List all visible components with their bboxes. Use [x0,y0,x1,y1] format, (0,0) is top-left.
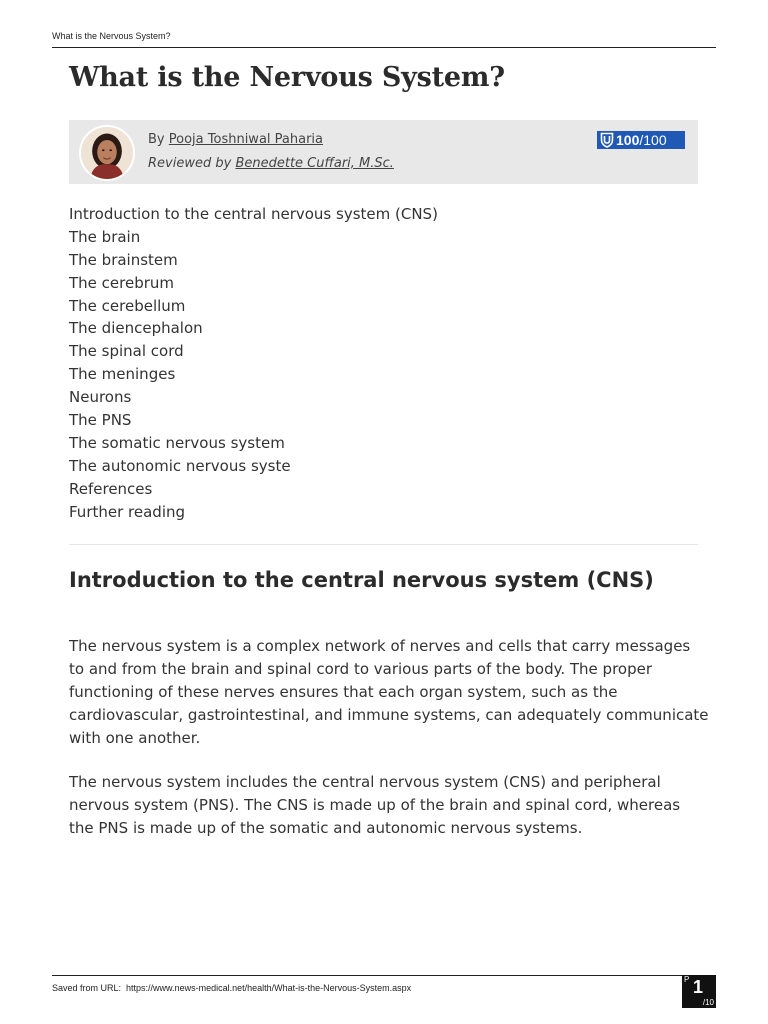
print-header-divider [52,47,716,48]
toc-item-cerebrum[interactable]: The cerebrum [69,273,175,292]
table-of-contents [69,203,438,523]
toc-item-pns[interactable]: The PNS [69,411,132,430]
reviewer-line [148,156,394,171]
byline-box [69,120,698,184]
toc-item-meninges[interactable]: The meninges [69,365,176,384]
score-total: /100 [639,132,667,148]
paragraph: The nervous system includes the central nervous system (CNS) and peripheral nervous system (PNS). The CNS is made up of the brain and spinal cord, whereas the PNS is made up of the somatic and autonomic nervous systems. [69,773,681,837]
toc-item-intro[interactable]: Introduction to the central nervous system (CNS) [69,205,438,223]
print-header-title: What is the Nervous System? [52,31,171,41]
section-heading: Introduction to the central nervous system (CNS) [69,568,654,592]
toc-item-brainstem[interactable]: The brainstem [69,250,178,269]
reviewed-prefix: Reviewed by [148,156,232,171]
author-avatar[interactable] [79,125,135,181]
saved-from-label: Saved from URL: [52,983,122,993]
page-total: /10 [702,998,714,1007]
toc-item-spinal-cord[interactable]: The spinal cord [69,342,184,361]
source-url: https://www.news-medical.net/health/What-is-the-Nervous-System.aspx [126,983,412,993]
page-number: 1 [693,977,704,997]
score-value: 100 [616,132,640,148]
toc-item-cerebellum[interactable]: The cerebellum [69,296,186,315]
shield-check-icon [600,132,614,148]
toc-item-further-reading[interactable]: Further reading [69,502,186,521]
toc-item-diencephalon[interactable]: The diencephalon [69,319,203,338]
toc-item-brain[interactable]: The brain [69,227,141,246]
author-link[interactable]: Pooja Toshniwal Paharia [168,132,324,147]
toc-item-references[interactable]: References [69,479,153,498]
print-footer-divider [52,975,682,976]
author-photo-icon [81,127,133,179]
toc-item-autonomic[interactable]: The autonomic nervous syste [69,456,291,475]
page-label: P [684,975,690,984]
paragraph: The nervous system is a complex network of nerves and cells that carry messages to and from the brain and spinal cord to various parts of the body. The proper functioning of these nerves ensures that each organ system, such as the cardiovascular, gastrointestinal, and immune systems, can adequately communicate with one another. [69,637,709,747]
by-prefix: By [148,132,165,147]
reviewer-link[interactable]: Benedette Cuffari, M.Sc. [235,156,394,171]
toc-item-neurons[interactable]: Neurons [69,388,132,407]
review-score-badge[interactable] [597,131,685,149]
author-line [148,132,323,147]
article-title: What is the Nervous System? [69,62,505,93]
section-divider [69,544,698,545]
print-footer [52,983,411,993]
page-indicator [682,975,716,1008]
toc-item-somatic[interactable]: The somatic nervous system [69,433,285,452]
